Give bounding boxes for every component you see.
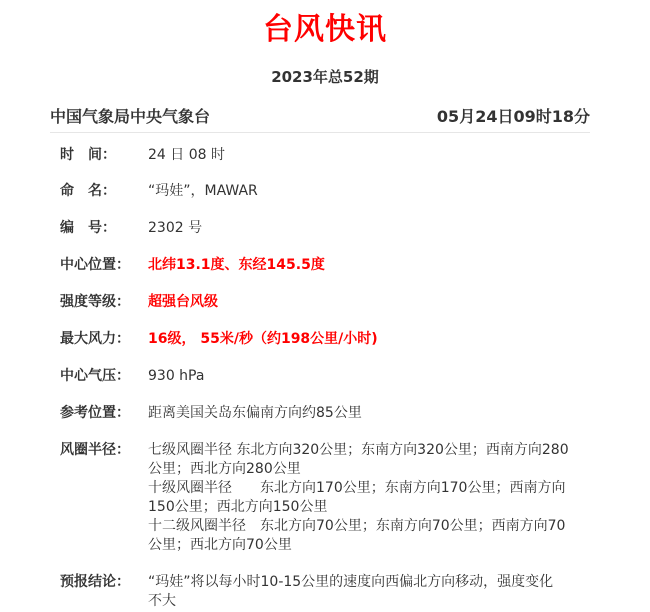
field-label: 中心位置： xyxy=(60,257,130,273)
field-label: 命 名： xyxy=(60,183,116,199)
forecast-line: 不大 xyxy=(148,593,176,609)
wind-radius-line: 十二级风圈半径 东北方向70公里；东南方向70公里；西南方向70 xyxy=(148,518,566,534)
field-value: 930 hPa xyxy=(148,368,205,384)
field-label: 时 间： xyxy=(60,147,116,163)
field-value: 距离美国关岛东偏南方向约85公里 xyxy=(148,405,362,421)
issue-number: 2023年总52期 xyxy=(271,68,379,86)
field-value: “玛娃”，MAWAR xyxy=(148,183,258,199)
field-label: 编 号： xyxy=(60,220,116,236)
field-value: 16级， 55米/秒（约198公里/小时) xyxy=(148,331,378,347)
wind-radius-line: 公里；西北方向70公里 xyxy=(148,537,292,553)
field-label: 强度等级： xyxy=(60,294,130,310)
wind-radius-line: 150公里；西北方向150公里 xyxy=(148,499,328,515)
field-value: 24 日 08 时 xyxy=(148,147,225,163)
page-title: 台风快讯 xyxy=(263,12,387,47)
field-label: 参考位置： xyxy=(60,405,130,421)
field-label: 最大风力： xyxy=(60,331,130,347)
report-header xyxy=(50,104,590,133)
field-label: 风圈半径： xyxy=(60,442,130,458)
issuing-organization: 中国气象局中央气象台 xyxy=(50,107,211,126)
field-value xyxy=(148,573,588,611)
field-label: 预报结论： xyxy=(60,574,130,590)
forecast-line: “玛娃”将以每小时10-15公里的速度向西偏北方向移动，强度变化 xyxy=(148,574,554,590)
field-value: 超强台风级 xyxy=(148,294,218,310)
wind-radius-line: 七级风圈半径 东北方向320公里；东南方向320公里；西南方向280 xyxy=(148,442,569,458)
field-value: 北纬13.1度、东经145.5度 xyxy=(148,257,325,273)
field-value: 2302 号 xyxy=(148,220,203,236)
field-value xyxy=(148,441,588,555)
wind-radius-line: 十级风圈半径 东北方向170公里；东南方向170公里；西南方向 xyxy=(148,480,566,496)
field-label: 中心气压： xyxy=(60,368,130,384)
wind-radius-line: 公里；西北方向280公里 xyxy=(148,461,301,477)
issue-time: 05月24日09时18分 xyxy=(436,107,590,126)
